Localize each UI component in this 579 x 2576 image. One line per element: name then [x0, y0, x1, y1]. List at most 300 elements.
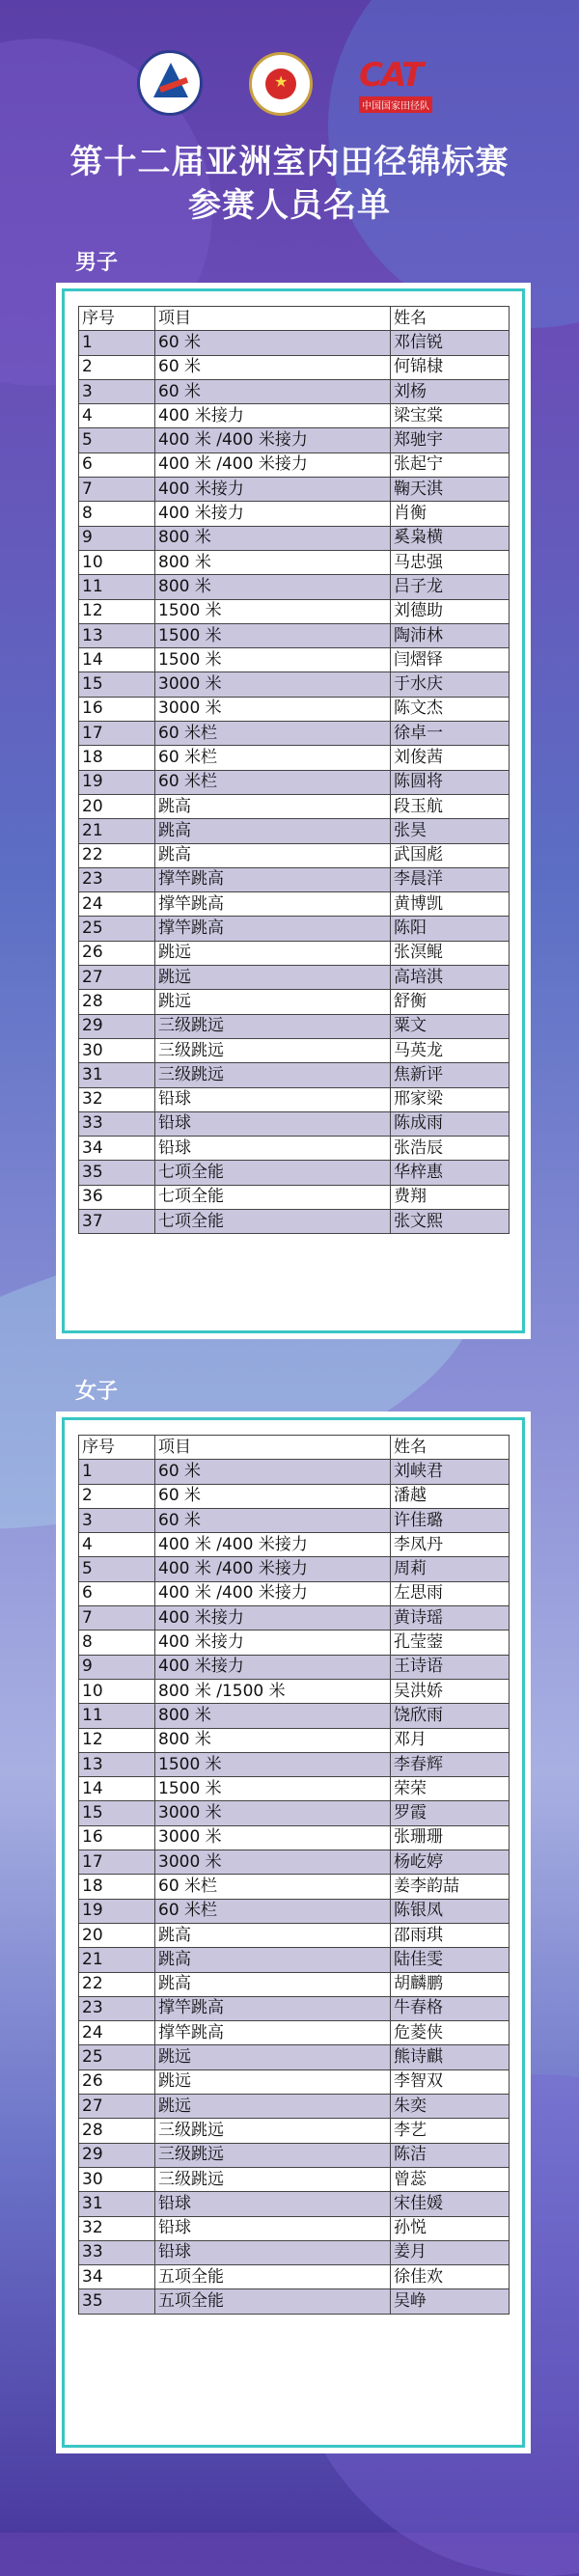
cell-event: 三级跳远	[155, 2167, 391, 2191]
cell-number: 23	[79, 867, 155, 891]
cell-event: 铅球	[155, 2240, 391, 2264]
cell-number: 12	[79, 1728, 155, 1752]
cell-name: 武国彪	[391, 843, 510, 867]
table-row	[79, 1460, 510, 1484]
cell-event: 铅球	[155, 1087, 391, 1111]
cell-event: 60 米栏	[155, 1899, 391, 1923]
cat-logo-subtext: 中国国家田径队	[359, 96, 432, 113]
cell-number: 18	[79, 1875, 155, 1899]
cell-name: 徐佳欢	[391, 2265, 510, 2289]
cell-event: 三级跳远	[155, 1038, 391, 1062]
cell-name: 郑驰宇	[391, 428, 510, 452]
column-header: 序号	[79, 307, 155, 331]
cell-name: 姜月	[391, 2240, 510, 2264]
cell-event: 1500 米	[155, 599, 391, 623]
table-row	[79, 1484, 510, 1508]
cell-name: 马英龙	[391, 1038, 510, 1062]
cell-name: 梁宝棠	[391, 404, 510, 428]
cell-number: 25	[79, 2045, 155, 2069]
table-row	[79, 1923, 510, 1947]
cell-number: 28	[79, 990, 155, 1014]
cell-name: 邓月	[391, 1728, 510, 1752]
cell-event: 铅球	[155, 1137, 391, 1161]
table-row	[79, 1704, 510, 1728]
cell-event: 400 米 /400 米接力	[155, 1557, 391, 1581]
cell-event: 七项全能	[155, 1185, 391, 1209]
cell-number: 9	[79, 526, 155, 550]
cat-logo-icon	[359, 56, 455, 114]
cell-name: 段玉航	[391, 794, 510, 818]
cell-event: 撑竿跳高	[155, 867, 391, 891]
table-row	[79, 2045, 510, 2069]
cell-name: 张溟鲲	[391, 941, 510, 965]
cell-event: 60 米	[155, 355, 391, 379]
cell-name: 李艺	[391, 2119, 510, 2143]
cell-number: 7	[79, 1606, 155, 1631]
cell-event: 60 米栏	[155, 1875, 391, 1899]
cell-number: 16	[79, 697, 155, 721]
cell-name: 何锦棣	[391, 355, 510, 379]
cell-number: 30	[79, 1038, 155, 1062]
cell-number: 10	[79, 550, 155, 574]
table-row	[79, 746, 510, 770]
cell-name: 粟文	[391, 1014, 510, 1038]
cell-number: 29	[79, 1014, 155, 1038]
cell-number: 7	[79, 478, 155, 502]
table-row	[79, 331, 510, 355]
table-row	[79, 1014, 510, 1038]
cell-name: 于水庆	[391, 672, 510, 697]
cell-number: 15	[79, 1801, 155, 1825]
cell-name: 许佳璐	[391, 1508, 510, 1532]
cell-name: 舒衡	[391, 990, 510, 1014]
cell-event: 800 米	[155, 1704, 391, 1728]
table-row	[79, 623, 510, 647]
cell-name: 潘越	[391, 1484, 510, 1508]
cell-name: 陈阳	[391, 917, 510, 941]
cell-event: 60 米	[155, 1460, 391, 1484]
cell-name: 朱奕	[391, 2095, 510, 2119]
table-row	[79, 1899, 510, 1923]
table-row	[79, 1111, 510, 1136]
table-row	[79, 1728, 510, 1752]
table-row	[79, 1161, 510, 1185]
cell-name: 张浩辰	[391, 1137, 510, 1161]
cell-number: 26	[79, 941, 155, 965]
cell-number: 10	[79, 1679, 155, 1703]
table-row	[79, 819, 510, 843]
cell-name: 李晨洋	[391, 867, 510, 891]
table-row	[79, 794, 510, 818]
cell-number: 8	[79, 1631, 155, 1655]
cell-event: 800 米	[155, 550, 391, 574]
cell-event: 跳远	[155, 2045, 391, 2069]
cell-event: 五项全能	[155, 2289, 391, 2314]
table-row	[79, 1825, 510, 1850]
cell-event: 铅球	[155, 2192, 391, 2216]
column-header: 姓名	[391, 307, 510, 331]
table-row	[79, 1038, 510, 1062]
table-row	[79, 648, 510, 672]
cell-number: 29	[79, 2143, 155, 2167]
table-row	[79, 1777, 510, 1801]
cell-name: 周莉	[391, 1557, 510, 1581]
table-row	[79, 1209, 510, 1233]
cell-name: 陈洁	[391, 2143, 510, 2167]
cell-number: 5	[79, 1557, 155, 1581]
cell-number: 23	[79, 1996, 155, 2020]
cell-number: 6	[79, 452, 155, 477]
table-row	[79, 2095, 510, 2119]
asian-athletics-logo-icon	[137, 50, 203, 116]
table-row	[79, 379, 510, 403]
cell-event: 撑竿跳高	[155, 917, 391, 941]
table-row	[79, 2289, 510, 2314]
table-row	[79, 867, 510, 891]
cell-event: 400 米接力	[155, 478, 391, 502]
cell-name: 肖衡	[391, 502, 510, 526]
cell-number: 2	[79, 355, 155, 379]
cell-name: 邢家梁	[391, 1087, 510, 1111]
cell-name: 马忠强	[391, 550, 510, 574]
cell-number: 14	[79, 648, 155, 672]
table-row	[79, 917, 510, 941]
cell-event: 跳高	[155, 843, 391, 867]
table-row	[79, 355, 510, 379]
cell-number: 19	[79, 1899, 155, 1923]
cell-event: 400 米 /400 米接力	[155, 428, 391, 452]
cell-name: 闫熠铎	[391, 648, 510, 672]
cell-number: 13	[79, 623, 155, 647]
cell-name: 张文熙	[391, 1209, 510, 1233]
cell-event: 跳远	[155, 2069, 391, 2094]
table-row	[79, 2192, 510, 2216]
cell-number: 27	[79, 2095, 155, 2119]
cell-name: 张昊	[391, 819, 510, 843]
table-row	[79, 1185, 510, 1209]
cell-number: 5	[79, 428, 155, 452]
table-row	[79, 1679, 510, 1703]
cell-number: 16	[79, 1825, 155, 1850]
cell-event: 跳远	[155, 941, 391, 965]
cell-event: 400 米接力	[155, 1655, 391, 1679]
cell-event: 60 米栏	[155, 746, 391, 770]
cell-number: 26	[79, 2069, 155, 2094]
cell-event: 1500 米	[155, 1777, 391, 1801]
cell-number: 24	[79, 2021, 155, 2045]
cell-number: 32	[79, 2216, 155, 2240]
logo-bar	[0, 50, 579, 127]
cell-number: 35	[79, 2289, 155, 2314]
cell-number: 3	[79, 1508, 155, 1532]
cat-logo-text: CAT	[359, 56, 423, 95]
cell-name: 吕子龙	[391, 575, 510, 599]
cell-number: 33	[79, 2240, 155, 2264]
cell-name: 姜李韵喆	[391, 1875, 510, 1899]
table-row	[79, 1606, 510, 1631]
cell-name: 荣荣	[391, 1777, 510, 1801]
table-row	[79, 1875, 510, 1899]
cell-event: 400 米 /400 米接力	[155, 1533, 391, 1557]
table-row	[79, 502, 510, 526]
cell-name: 李凤丹	[391, 1533, 510, 1557]
cell-number: 1	[79, 331, 155, 355]
women-roster-table	[78, 1435, 510, 2315]
chinese-athletics-association-logo-icon: ★	[249, 52, 313, 116]
cell-name: 刘俊茜	[391, 746, 510, 770]
cell-event: 400 米 /400 米接力	[155, 1581, 391, 1605]
cell-event: 800 米	[155, 575, 391, 599]
cell-number: 30	[79, 2167, 155, 2191]
cell-number: 17	[79, 1850, 155, 1875]
cell-name: 李智双	[391, 2069, 510, 2094]
cell-number: 2	[79, 1484, 155, 1508]
cell-name: 陶沛林	[391, 623, 510, 647]
cell-name: 饶欣雨	[391, 1704, 510, 1728]
cell-event: 跳远	[155, 2095, 391, 2119]
table-row	[79, 966, 510, 990]
table-row	[79, 1063, 510, 1087]
cell-name: 费翔	[391, 1185, 510, 1209]
cell-event: 60 米	[155, 331, 391, 355]
cell-number: 22	[79, 1972, 155, 1996]
table-row	[79, 1508, 510, 1532]
table-row	[79, 892, 510, 917]
cell-number: 15	[79, 672, 155, 697]
cell-name: 刘德助	[391, 599, 510, 623]
cell-event: 400 米 /400 米接力	[155, 452, 391, 477]
table-row	[79, 2265, 510, 2289]
table-header-row	[79, 1436, 510, 1460]
cell-event: 400 米接力	[155, 1606, 391, 1631]
cell-event: 3000 米	[155, 1801, 391, 1825]
cell-number: 19	[79, 770, 155, 794]
cell-name: 陈圆将	[391, 770, 510, 794]
table-row	[79, 1631, 510, 1655]
cell-event: 60 米	[155, 1508, 391, 1532]
table-row	[79, 2119, 510, 2143]
table-row	[79, 428, 510, 452]
cell-event: 五项全能	[155, 2265, 391, 2289]
table-row	[79, 2143, 510, 2167]
table-row	[79, 941, 510, 965]
cell-event: 跳高	[155, 1923, 391, 1947]
cell-name: 黄诗瑶	[391, 1606, 510, 1631]
cell-name: 黄博凯	[391, 892, 510, 917]
cell-event: 60 米栏	[155, 770, 391, 794]
cell-number: 11	[79, 575, 155, 599]
table-row	[79, 1801, 510, 1825]
cell-name: 邓信锐	[391, 331, 510, 355]
cell-name: 鞠天淇	[391, 478, 510, 502]
cell-number: 32	[79, 1087, 155, 1111]
cell-event: 400 米接力	[155, 502, 391, 526]
cell-event: 60 米	[155, 379, 391, 403]
cell-name: 宋佳媛	[391, 2192, 510, 2216]
table-row	[79, 2167, 510, 2191]
cell-number: 11	[79, 1704, 155, 1728]
cell-number: 18	[79, 746, 155, 770]
table-row	[79, 526, 510, 550]
page-title: 第十二届亚洲室内田径锦标赛	[69, 143, 510, 181]
cell-number: 27	[79, 966, 155, 990]
cell-event: 七项全能	[155, 1161, 391, 1185]
cell-name: 胡麟鹏	[391, 1972, 510, 1996]
cell-name: 徐卓一	[391, 722, 510, 746]
column-header: 姓名	[391, 1436, 510, 1460]
table-row	[79, 1137, 510, 1161]
cell-name: 吴峥	[391, 2289, 510, 2314]
cell-number: 24	[79, 892, 155, 917]
cell-number: 4	[79, 1533, 155, 1557]
table-row	[79, 550, 510, 574]
table-row	[79, 1533, 510, 1557]
cell-event: 撑竿跳高	[155, 1996, 391, 2020]
table-row	[79, 843, 510, 867]
table-row	[79, 2240, 510, 2264]
cell-name: 杨屹婷	[391, 1850, 510, 1875]
cell-number: 34	[79, 2265, 155, 2289]
cell-name: 孙悦	[391, 2216, 510, 2240]
cell-event: 跳远	[155, 966, 391, 990]
cell-event: 撑竿跳高	[155, 2021, 391, 2045]
cell-event: 60 米栏	[155, 722, 391, 746]
cell-name: 华梓惠	[391, 1161, 510, 1185]
cell-name: 曾蕊	[391, 2167, 510, 2191]
cell-name: 刘杨	[391, 379, 510, 403]
men-roster-card	[56, 283, 531, 1339]
cell-event: 3000 米	[155, 697, 391, 721]
table-row	[79, 2021, 510, 2045]
cell-name: 危菱侠	[391, 2021, 510, 2045]
cell-name: 高培淇	[391, 966, 510, 990]
table-row	[79, 1972, 510, 1996]
cell-name: 陆佳雯	[391, 1948, 510, 1972]
table-row	[79, 1087, 510, 1111]
table-row	[79, 1850, 510, 1875]
cell-number: 6	[79, 1581, 155, 1605]
cell-name: 张珊珊	[391, 1825, 510, 1850]
women-roster-card	[56, 1411, 531, 2453]
table-row	[79, 452, 510, 477]
cell-number: 31	[79, 1063, 155, 1087]
table-row	[79, 1948, 510, 1972]
cell-number: 14	[79, 1777, 155, 1801]
cell-number: 21	[79, 819, 155, 843]
cell-number: 31	[79, 2192, 155, 2216]
cell-event: 3000 米	[155, 1825, 391, 1850]
cell-name: 罗霞	[391, 1801, 510, 1825]
cell-name: 陈银凤	[391, 1899, 510, 1923]
cell-name: 刘峡君	[391, 1460, 510, 1484]
cell-event: 跳高	[155, 1948, 391, 1972]
cell-event: 三级跳远	[155, 1014, 391, 1038]
cell-event: 1500 米	[155, 623, 391, 647]
men-roster-table	[78, 306, 510, 1234]
cell-name: 李春辉	[391, 1752, 510, 1776]
table-row	[79, 1557, 510, 1581]
cell-number: 1	[79, 1460, 155, 1484]
table-row	[79, 478, 510, 502]
cell-number: 3	[79, 379, 155, 403]
cell-name: 焦新评	[391, 1063, 510, 1087]
cell-event: 3000 米	[155, 672, 391, 697]
cell-name: 陈文杰	[391, 697, 510, 721]
cell-event: 三级跳远	[155, 2143, 391, 2167]
cell-number: 20	[79, 1923, 155, 1947]
cell-number: 4	[79, 404, 155, 428]
table-row	[79, 770, 510, 794]
cell-name: 熊诗麒	[391, 2045, 510, 2069]
cell-number: 12	[79, 599, 155, 623]
cell-number: 21	[79, 1948, 155, 1972]
cell-number: 37	[79, 1209, 155, 1233]
cell-number: 20	[79, 794, 155, 818]
cell-event: 3000 米	[155, 1850, 391, 1875]
cell-event: 撑竿跳高	[155, 892, 391, 917]
cell-name: 左思雨	[391, 1581, 510, 1605]
cell-name: 牛春格	[391, 1996, 510, 2020]
section-label-women: 女子	[75, 1380, 119, 1404]
section-label-men: 男子	[75, 251, 119, 275]
cell-number: 22	[79, 843, 155, 867]
cell-event: 三级跳远	[155, 2119, 391, 2143]
cell-name: 吴洪娇	[391, 1679, 510, 1703]
cell-number: 13	[79, 1752, 155, 1776]
cell-event: 1500 米	[155, 648, 391, 672]
cell-event: 跳高	[155, 819, 391, 843]
column-header: 项目	[155, 307, 391, 331]
cell-event: 400 米接力	[155, 1631, 391, 1655]
cell-name: 奚枭横	[391, 526, 510, 550]
cell-event: 800 米	[155, 1728, 391, 1752]
table-header-row	[79, 307, 510, 331]
cell-event: 跳远	[155, 990, 391, 1014]
table-row	[79, 722, 510, 746]
cell-number: 25	[79, 917, 155, 941]
column-header: 项目	[155, 1436, 391, 1460]
cell-event: 三级跳远	[155, 1063, 391, 1087]
table-row	[79, 697, 510, 721]
cell-number: 17	[79, 722, 155, 746]
cell-number: 33	[79, 1111, 155, 1136]
table-row	[79, 575, 510, 599]
cell-event: 七项全能	[155, 1209, 391, 1233]
cell-event: 60 米	[155, 1484, 391, 1508]
cell-event: 铅球	[155, 2216, 391, 2240]
cell-name: 王诗语	[391, 1655, 510, 1679]
table-row	[79, 672, 510, 697]
cell-name: 孔莹蓥	[391, 1631, 510, 1655]
cell-name: 邵雨琪	[391, 1923, 510, 1947]
table-row	[79, 1581, 510, 1605]
cell-event: 跳高	[155, 794, 391, 818]
cell-name: 张起宁	[391, 452, 510, 477]
cell-number: 36	[79, 1185, 155, 1209]
cell-number: 8	[79, 502, 155, 526]
cell-event: 跳高	[155, 1972, 391, 1996]
table-row	[79, 2216, 510, 2240]
cell-number: 35	[79, 1161, 155, 1185]
cell-name: 陈成雨	[391, 1111, 510, 1136]
cell-event: 800 米	[155, 526, 391, 550]
cell-event: 400 米接力	[155, 404, 391, 428]
table-row	[79, 2069, 510, 2094]
cell-number: 34	[79, 1137, 155, 1161]
cell-number: 9	[79, 1655, 155, 1679]
table-row	[79, 1752, 510, 1776]
table-row	[79, 1655, 510, 1679]
